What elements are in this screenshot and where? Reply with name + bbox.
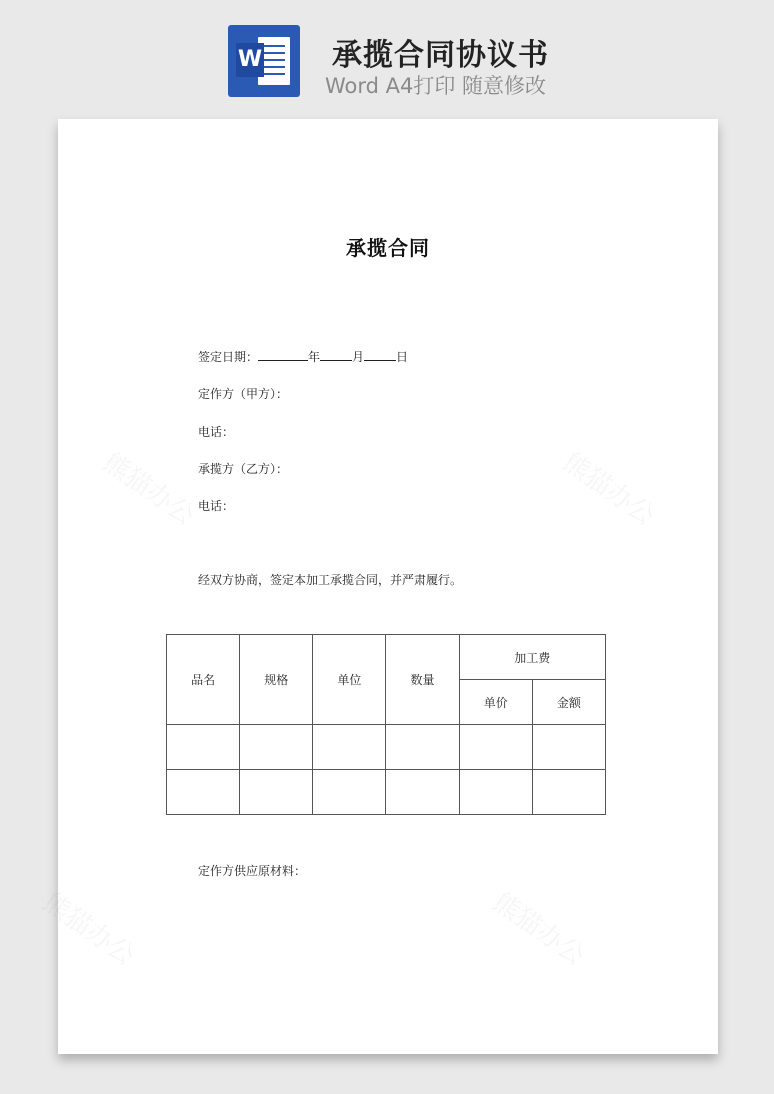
table-cell[interactable]	[532, 725, 605, 770]
group-header-cell: 加工费	[459, 635, 605, 680]
subheader-cell: 单价	[459, 680, 532, 725]
subheader-cell: 金额	[532, 680, 605, 725]
header-cell: 单位	[313, 635, 386, 725]
year-label: 年	[308, 350, 321, 364]
day-blank[interactable]	[364, 349, 396, 361]
month-label: 月	[352, 350, 365, 364]
watermark: 熊猫办公	[37, 887, 140, 972]
header-cell: 品名	[167, 635, 240, 725]
app-title: 承揽合同协议书	[332, 38, 549, 73]
table-cell[interactable]	[167, 725, 240, 770]
document-page	[37, 119, 718, 1054]
document-header	[0, 0, 774, 110]
table-cell[interactable]	[532, 770, 605, 815]
header-cell: 规格	[240, 635, 313, 725]
table-header-row	[167, 635, 606, 680]
word-icon	[228, 25, 300, 97]
sign-date-label: 签定日期：	[198, 350, 259, 364]
party-a-phone-label: 电话：	[198, 425, 235, 439]
table-cell[interactable]	[167, 770, 240, 815]
sign-date-line	[198, 348, 408, 365]
header-cell: 数量	[386, 635, 459, 725]
materials-label: 定作方供应原材料：	[198, 864, 307, 878]
table-cell[interactable]	[386, 725, 459, 770]
app-subtitle: Word A4打印 随意修改	[325, 74, 547, 98]
table-cell[interactable]	[386, 770, 459, 815]
document-title: 承揽合同	[346, 236, 430, 260]
year-blank[interactable]	[258, 349, 308, 361]
table-cell[interactable]	[313, 725, 386, 770]
party-b-label: 承揽方（乙方）：	[198, 462, 289, 476]
agreement-text: 经双方协商，签定本加工承揽合同，并严肃履行。	[198, 573, 463, 587]
word-letter: W	[236, 43, 264, 77]
table-cell[interactable]	[459, 725, 532, 770]
watermark: 熊猫办公	[557, 447, 660, 532]
day-label: 日	[396, 350, 409, 364]
party-b-phone-label: 电话：	[198, 499, 235, 513]
watermark: 熊猫办公	[487, 887, 590, 972]
table-row	[167, 725, 606, 770]
table-cell[interactable]	[313, 770, 386, 815]
table-row	[167, 770, 606, 815]
table-cell[interactable]	[240, 725, 313, 770]
processing-fee-table	[166, 634, 606, 815]
party-a-label: 定作方（甲方）：	[198, 387, 289, 401]
table-cell[interactable]	[459, 770, 532, 815]
month-blank[interactable]	[320, 349, 352, 361]
watermark: 熊猫办公	[97, 447, 200, 532]
table-cell[interactable]	[240, 770, 313, 815]
